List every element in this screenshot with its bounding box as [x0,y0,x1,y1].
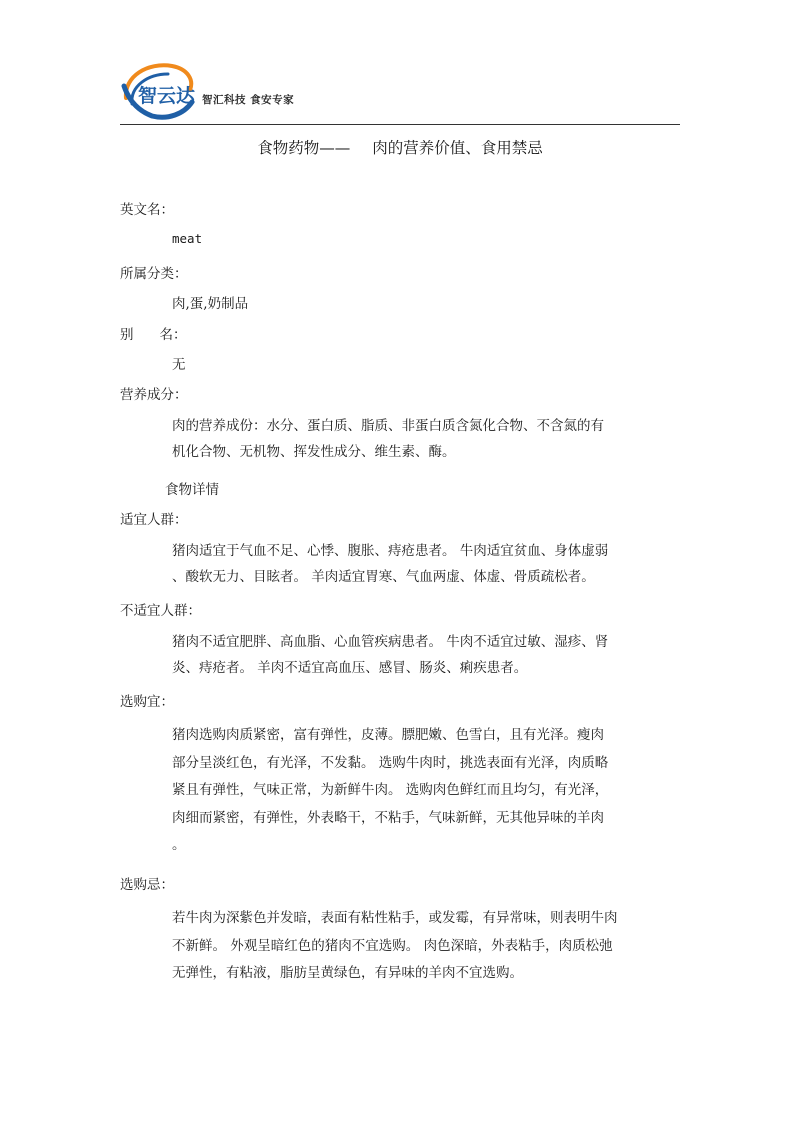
brand-logo [118,58,198,122]
alias-value: 无 [172,357,186,373]
buy-avoid-label: 选购忌： [120,877,174,893]
brand-slogan: 智汇科技 食安专家 [202,94,295,106]
category-value: 肉,蛋,奶制品 [172,296,249,312]
alias-label [120,323,187,343]
category-label: 所属分类： [120,266,188,282]
title-part2: 肉的营养价值、食用禁忌 [372,139,543,157]
alias-label-b: 名： [159,327,187,343]
buy-tips-label: 选购宜： [120,694,174,710]
details-heading: 食物详情 [165,482,219,498]
brand-name: 智云达 [138,85,196,107]
buy-avoid-text: 若牛肉为深紫色并发暗，表面有粘性粘手，或发霉，有异常味，则表明牛肉 不新鲜。 外观呈暗红色的猪肉不宜选购。 肉色深暗，外表粘手，肉质松弛 无弹性，有粘液，脂肪呈黄绿色，有异味的羊肉不宜选购。 [172,910,618,981]
alias-label-a: 别 [120,327,134,343]
english-name-label: 英文名： [120,202,174,218]
english-name-value: meat [172,231,203,246]
suitable-text: 猪肉适宜于气血不足、心悸、腹胀、痔疮患者。 牛肉适宜贫血、身体虚弱 、酸软无力、目眩者。 羊肉适宜胃寒、气血两虚、体虚、骨质疏松者。 [172,543,609,585]
nutrition-text: 肉的营养成份：水分、蛋白质、脂质、非蛋白质含氮化合物、不含氮的有 机化合物、无机物、挥发性成分、维生素、酶。 [172,418,604,460]
unsuitable-text: 猪肉不适宜肥胖、高血脂、心血管疾病患者。 牛肉不适宜过敏、湿疹、肾 炎、痔疮者。 羊肉不适宜高血压、感冒、肠炎、痢疾患者。 [172,634,609,676]
nutrition-label: 营养成分： [120,387,188,403]
suitable-label: 适宜人群： [120,512,188,528]
title-part1: 食物药物—— [257,139,351,157]
header-divider [120,124,680,125]
unsuitable-label: 不适宜人群： [120,603,201,619]
buy-tips-text: 猪肉选购肉质紧密，富有弹性，皮薄。膘肥嫩、色雪白，且有光泽。瘦肉 部分呈淡红色，有光泽，不发黏。 选购牛肉时，挑选表面有光泽，肉质略 紧且有弹性，气味正常，为新鲜牛肉。 选购肉色鲜红而且均匀，有光泽， 肉细而紧密，有弹性，外表略干，不粘手，气味新鲜，无其他异味的羊肉 。 [172,727,609,853]
page-title [0,136,800,158]
